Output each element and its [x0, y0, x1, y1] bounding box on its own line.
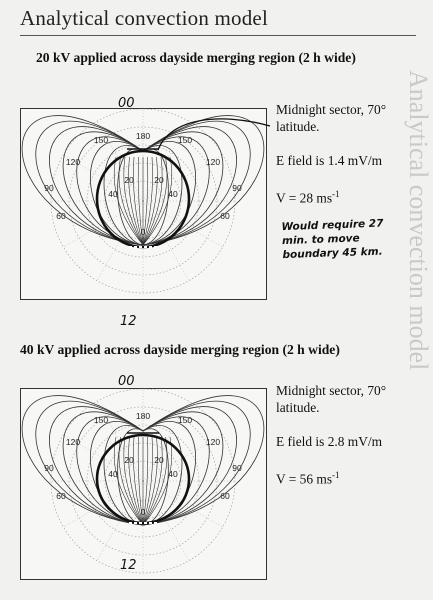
panel-2-top-label: 00 — [118, 374, 135, 389]
panel-1-top-label: 00 — [118, 96, 135, 111]
contour-label: 20 — [124, 175, 134, 185]
contour-label: 180 — [135, 411, 151, 421]
contour-label: 150 — [177, 135, 193, 145]
contour-label: 60 — [56, 491, 66, 501]
panel-2-location: Midnight sector, 70° latitude. — [276, 383, 387, 415]
contour-label: 40 — [108, 469, 118, 479]
contour-label: 120 — [65, 437, 81, 447]
contour-label: 0 — [140, 227, 146, 237]
panel-1-location: Midnight sector, 70° latitude. — [276, 102, 387, 134]
panel-2-contour-svg — [21, 389, 266, 579]
contour-label: 20 — [154, 175, 164, 185]
panel-1-contour-svg — [21, 109, 266, 299]
contour-label: 20 — [124, 455, 134, 465]
bleed-through-text: Analytical convection model — [404, 70, 433, 371]
panel-1-efield: E field is 1.4 mV/m — [276, 153, 383, 168]
contour-label: 150 — [93, 135, 109, 145]
panel-2-bottom-label: 12 — [120, 558, 137, 573]
title-divider — [20, 35, 416, 36]
contour-label: 0 — [140, 507, 146, 517]
panel-1-plot — [20, 108, 267, 300]
contour-label: 20 — [154, 455, 164, 465]
contour-label: 90 — [44, 183, 54, 193]
panel-1-description — [276, 101, 416, 223]
panel-2-velocity: V = 56 $ms^{-1}$ — [276, 470, 340, 487]
contour-label: 90 — [232, 463, 242, 473]
contour-label: 60 — [56, 211, 66, 221]
panel-1-bottom-label: 12 — [120, 314, 137, 329]
page-title: Analytical convection model — [20, 6, 268, 30]
panel-2-heading: 40 kV applied across dayside merging region (2 h wide) — [20, 342, 340, 357]
contour-label: 90 — [44, 463, 54, 473]
contour-label: 40 — [168, 189, 178, 199]
contour-label: 60 — [220, 211, 230, 221]
contour-label: 150 — [177, 415, 193, 425]
panel-1-heading: 20 kV applied across dayside merging region (2 h wide) — [36, 50, 356, 65]
contour-label: 150 — [93, 415, 109, 425]
contour-label: 120 — [65, 157, 81, 167]
contour-label: 120 — [205, 157, 221, 167]
contour-label: 40 — [168, 469, 178, 479]
contour-label: 90 — [232, 183, 242, 193]
panel-2-plot — [20, 388, 267, 580]
panel-2-efield: E field is 2.8 mV/m — [276, 434, 383, 449]
panel-2-description — [276, 382, 416, 504]
contour-label: 120 — [205, 437, 221, 447]
panel-1-velocity: V = 28 $ms^{-1}$ — [276, 189, 340, 206]
contour-label: 180 — [135, 131, 151, 141]
contour-label: 60 — [220, 491, 230, 501]
panel-1-handwritten-note: Would require 27 min. to move boundary 45 km. — [281, 217, 384, 262]
contour-label: 40 — [108, 189, 118, 199]
